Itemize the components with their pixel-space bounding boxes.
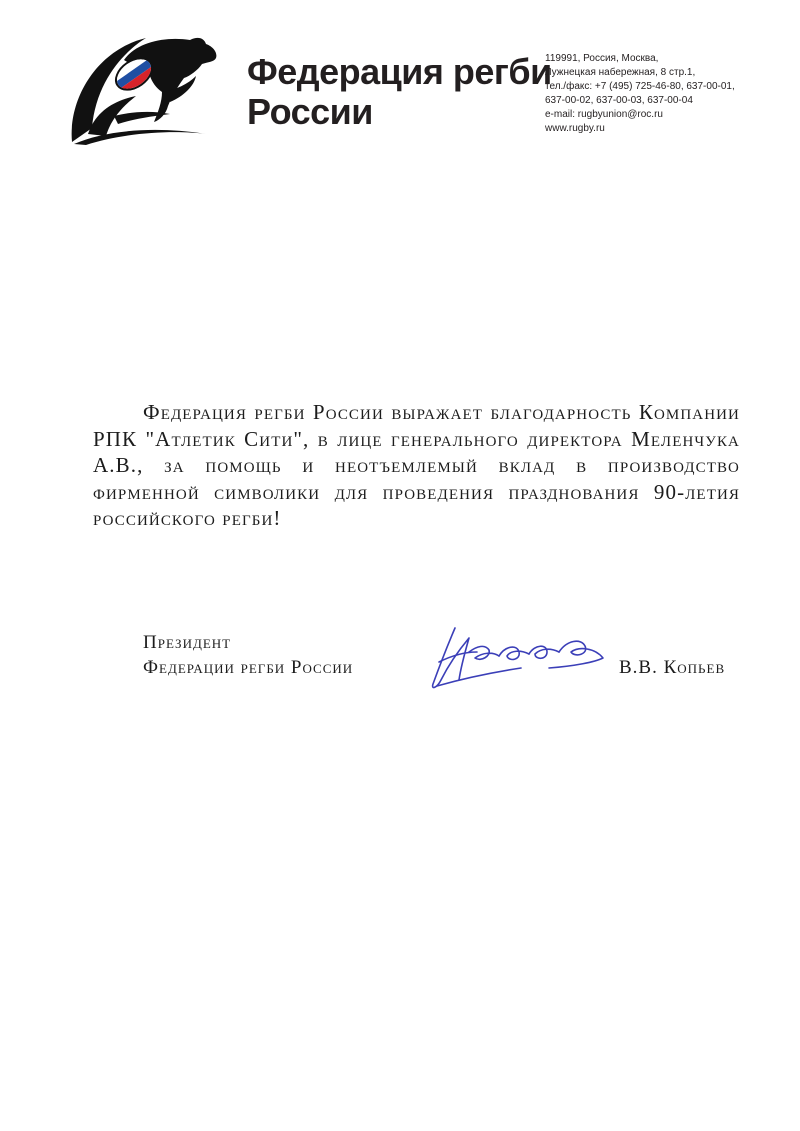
letterhead	[0, 0, 800, 160]
email-line: e-mail: rugbyunion@roc.ru	[545, 109, 663, 120]
bear-rugby-ball-logo-icon	[66, 30, 224, 145]
organization-name-line-1: Федерация регби	[247, 51, 552, 92]
signer-name: В.В. Копьев	[619, 657, 726, 678]
signatory-organization: Федерации регби России	[143, 657, 354, 678]
signatory-title	[143, 630, 353, 680]
phone-line-1: тел./факс: +7 (495) 725-46-80, 637-00-01,	[545, 81, 735, 92]
organization-name-line-2: России	[247, 91, 373, 132]
website-line: www.rugby.ru	[545, 123, 605, 134]
address-line-1: 119991, Россия, Москва,	[545, 53, 659, 64]
phone-line-2: 637-00-02, 637-00-03, 637-00-04	[545, 95, 693, 106]
address-line-2: Лужнецкая набережная, 8 стр.1,	[545, 67, 696, 78]
contact-details	[545, 52, 735, 136]
handwritten-signature-icon	[425, 622, 615, 694]
organization-name	[247, 52, 552, 132]
letter-body: Федерация регби России выражает благодарность Компании РПК "Атлетик Сити", в лице генерального директора Меленчука А.В., за помощь и неотъемлемый вклад в производство фирменной символики для проведения празднования 90-летия российского регби!	[93, 400, 740, 530]
signatory-position: Президент	[143, 632, 232, 653]
